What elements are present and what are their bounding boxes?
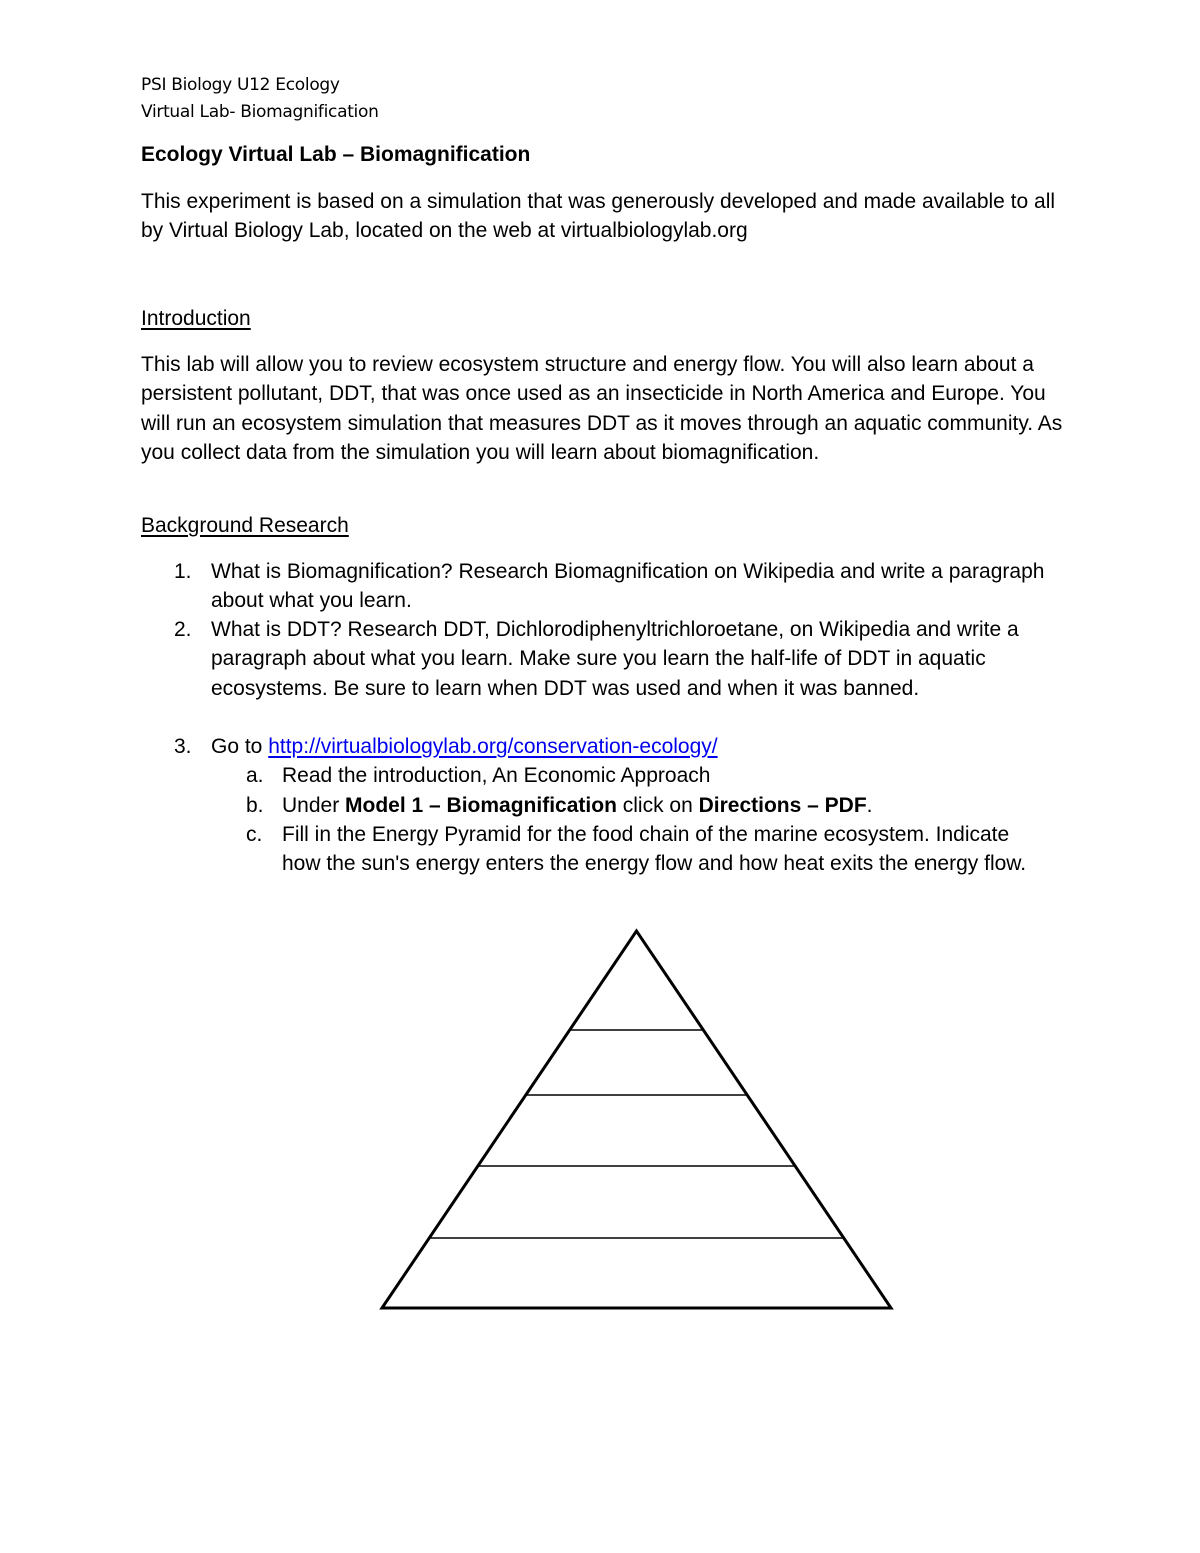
sub-item-text: Read the introduction, An Economic Approach [282,764,711,787]
list-item-1 [141,557,1071,616]
text-period: . [866,794,873,817]
header-unit: Virtual Lab- Biomagnification [141,102,379,122]
page-title: Ecology Virtual Lab – Biomagnification [141,143,531,166]
list-item-2 [141,615,1071,703]
model-1-label: Model 1 – Biomagnification [345,794,617,817]
pyramid-outline [382,931,891,1308]
header-course: PSI Biology U12 Ecology [141,75,340,95]
sub-list-marker: a. [246,764,264,787]
text-click-on: click on [616,794,699,817]
text-under: Under [282,794,346,817]
introduction-paragraph: This lab will allow you to review ecosystem structure and energy flow. You will also learn about a persistent pollutant, DDT, that was once used as an insecticide in North America and Europe. You will run an ecosystem simulation that measures DDT as it moves through an aquatic community. As you collect data from the simulation you will learn about biomagnification. [141,353,1063,464]
list-marker: 3. [174,735,192,758]
sub-item-c [141,820,1071,879]
intro-paragraph: This experiment is based on a simulation that was generously developed and made available to all by Virtual Biology Lab, located on the web at virtualbiologylab.org [141,190,1056,243]
introduction-heading: Introduction [141,307,251,330]
sub-item-b [141,791,1071,820]
sub-list-marker: b. [246,794,264,817]
list-marker: 1. [174,560,192,583]
list-marker: 2. [174,618,192,641]
sub-item-text: Fill in the Energy Pyramid for the food chain of the marine ecosystem. Indicate how the sun's energy enters the energy flow and how heat exits the energy flow. [282,823,1027,876]
directions-pdf-label: Directions – PDF [698,794,867,817]
energy-pyramid [370,920,910,1320]
go-to-text: Go to [211,735,269,758]
list-item-text: What is DDT? Research DDT, Dichlorodiphenyltrichloroetane, on Wikipedia and write a paragraph about what you learn. Make sure you learn the half-life of DDT in aquatic ecosystems. Be sure to learn when DDT was used and when it was banned. [211,618,1019,700]
sub-item-text [282,791,1071,820]
list-item-text [211,732,1071,761]
background-heading: Background Research [141,514,349,537]
conservation-ecology-link[interactable]: http://virtualbiologylab.org/conservation-ecology/ [268,735,718,758]
list-item-text: What is Biomagnification? Research Biomagnification on Wikipedia and write a paragraph about what you learn. [211,560,1045,613]
sub-list-marker: c. [246,823,263,846]
sub-item-a [141,761,1071,790]
list-item-3 [141,732,1071,761]
